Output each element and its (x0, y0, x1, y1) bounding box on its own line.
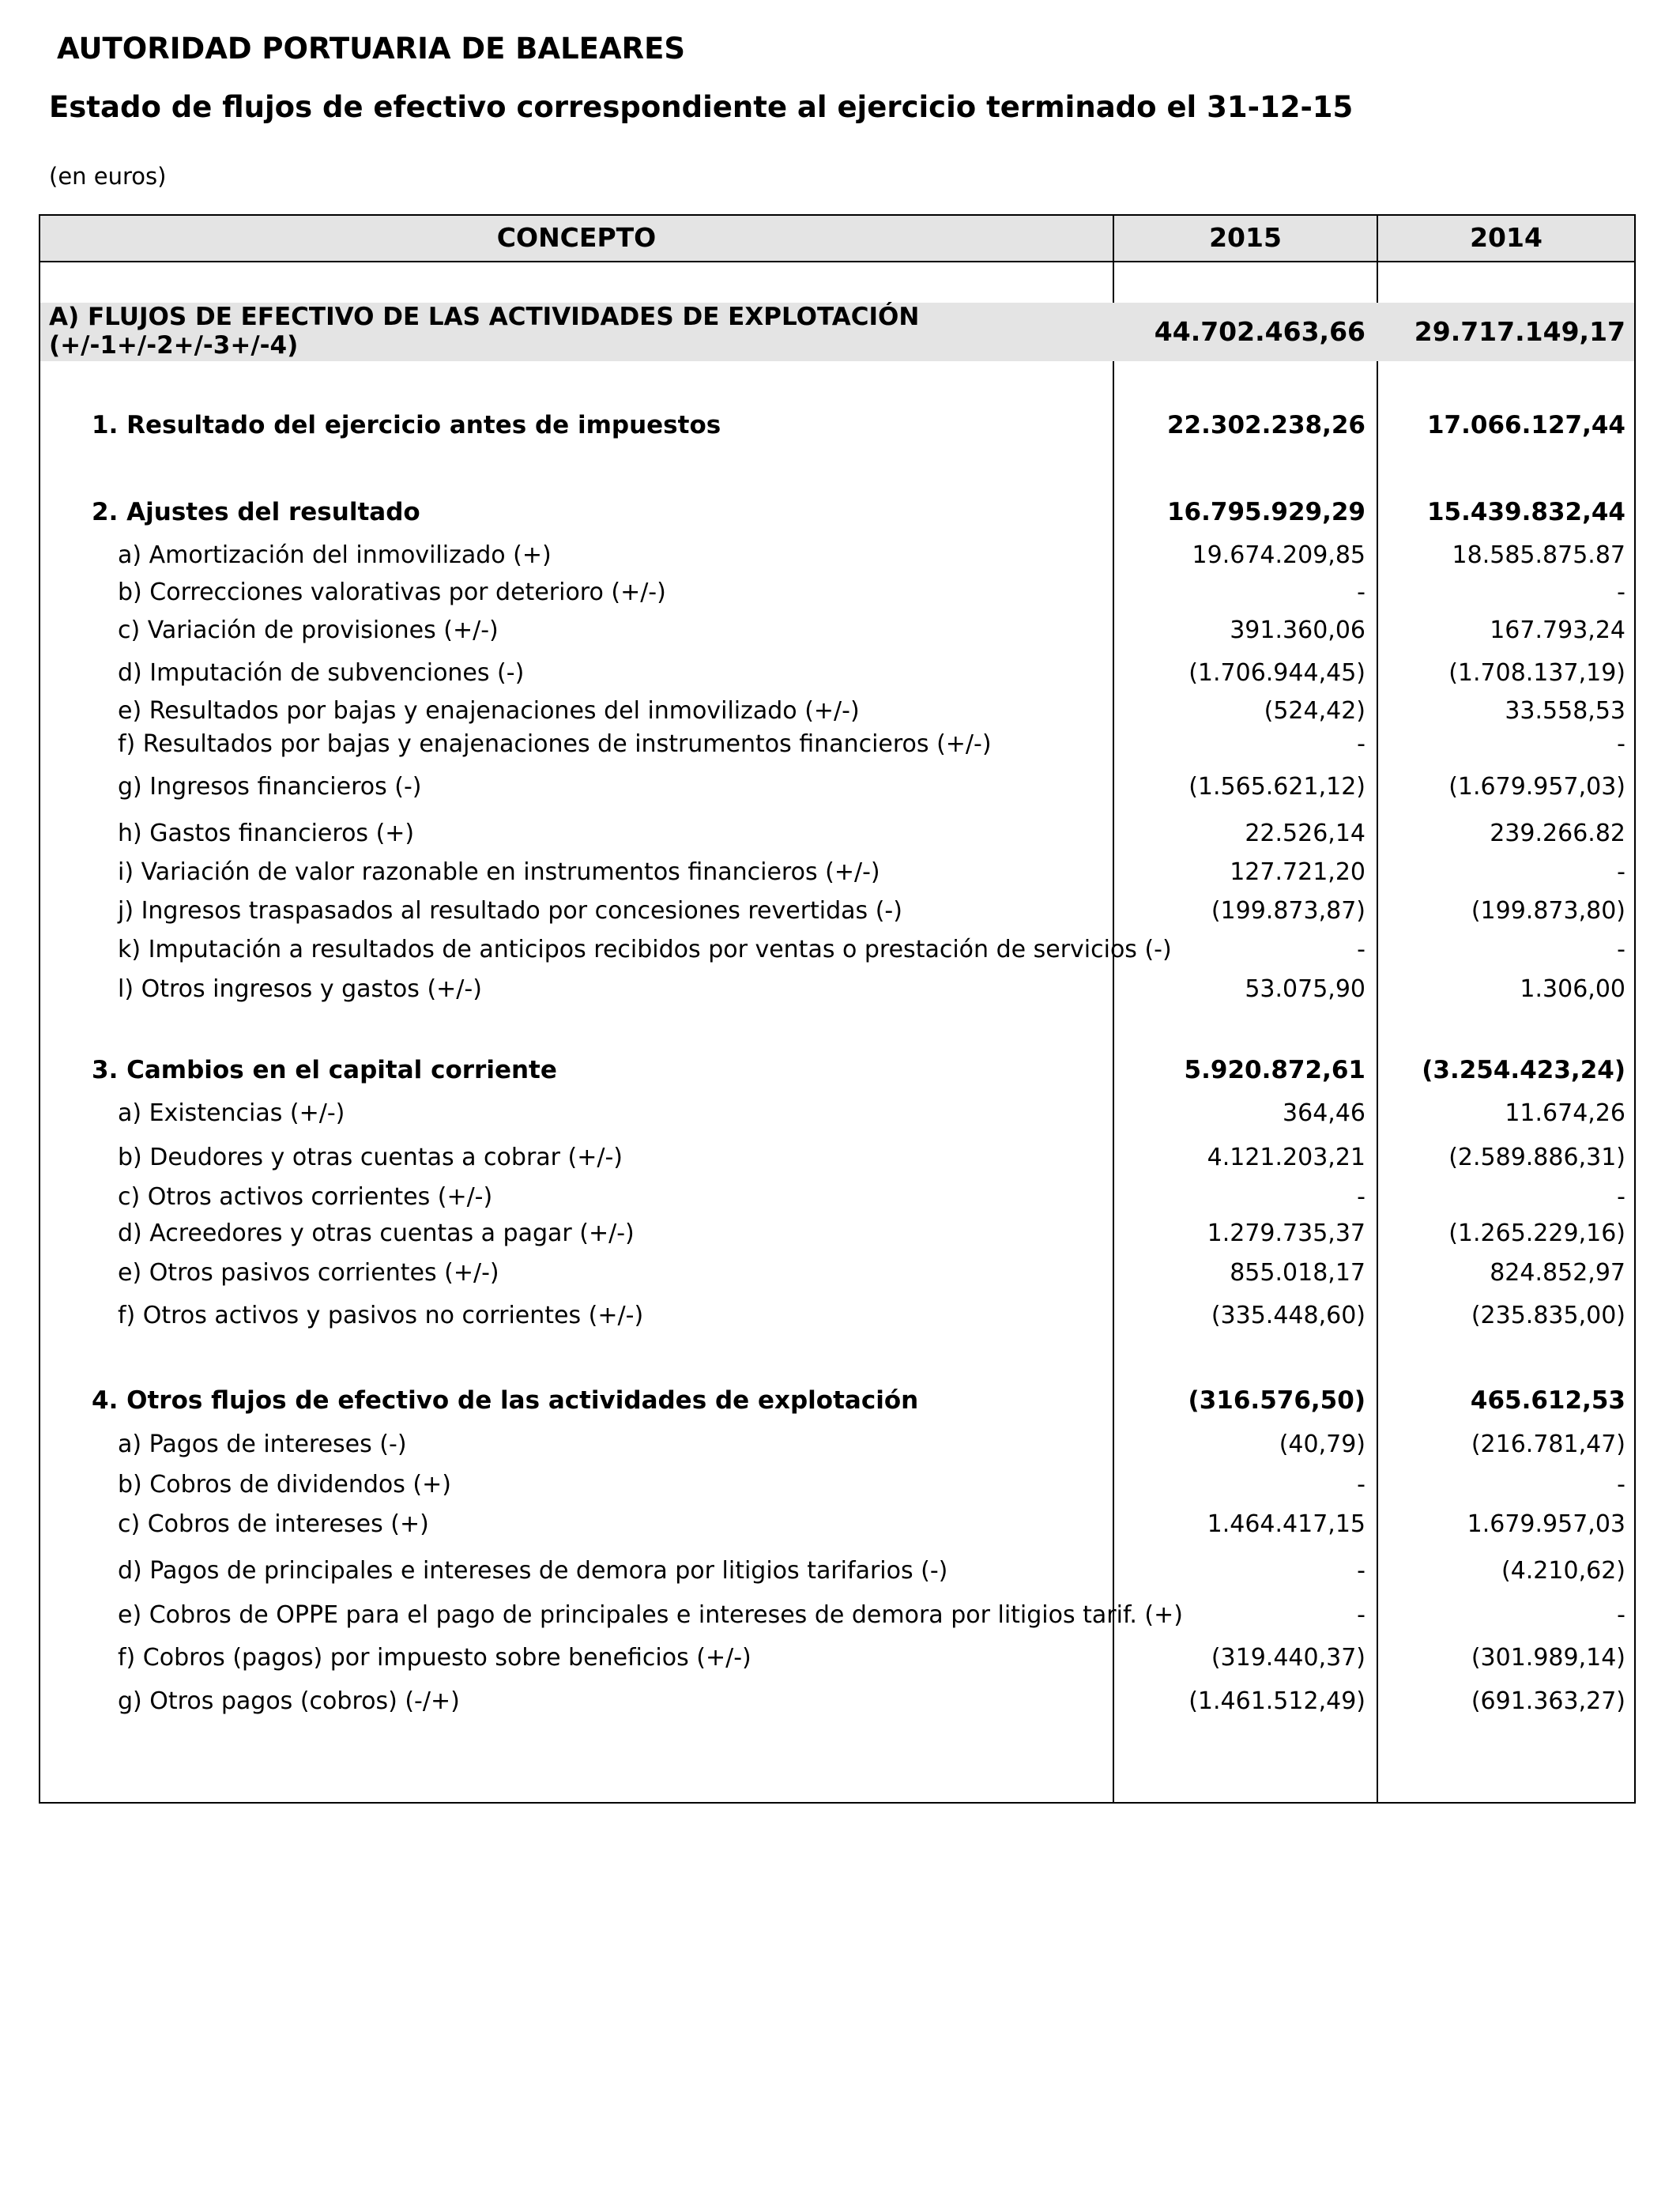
table-row (0, 1555, 1680, 1587)
row-value-2014: (216.781,47) (1471, 1431, 1625, 1458)
row-value-2014: (691.363,27) (1471, 1687, 1625, 1715)
section-a-value-2015: 44.702.463,66 (1154, 316, 1365, 347)
row-value-2014: - (1617, 730, 1625, 758)
column-header-2014: 2014 (1470, 222, 1543, 253)
row-value-2015: 22.526,14 (1245, 820, 1365, 847)
units-note: (en euros) (49, 163, 167, 190)
row-value-2014: 167.793,24 (1490, 616, 1625, 644)
row-value-2014: (235.835,00) (1471, 1302, 1625, 1329)
row-label: d) Acreedores y otras cuentas a pagar (+/-) (118, 1220, 635, 1247)
column-header-concepto: CONCEPTO (496, 222, 657, 253)
row-label: c) Variación de provisiones (+/-) (118, 616, 499, 644)
row-value-2015: 53.075,90 (1245, 975, 1365, 1003)
row-value-2015: (1.461.512,49) (1188, 1687, 1365, 1715)
row-value-2014: - (1617, 1601, 1625, 1629)
row-label: d) Imputación de subvenciones (-) (118, 659, 525, 687)
row-value-2014: (1.708.137,19) (1448, 659, 1625, 687)
table-row (0, 1257, 1680, 1289)
row-label: f) Otros activos y pasivos no corrientes (+/-) (118, 1302, 644, 1329)
row-label: d) Pagos de principales e intereses de demora por litigios tarifarios (-) (118, 1557, 948, 1585)
organization-title: AUTORIDAD PORTUARIA DE BALEARES (57, 32, 685, 66)
table-row (0, 577, 1680, 609)
row-value-2015: - (1357, 1557, 1365, 1585)
row-value-2014: (1.679.957,03) (1448, 773, 1625, 801)
row-label: a) Amortización del inmovilizado (+) (118, 541, 552, 569)
row-label: j) Ingresos traspasados al resultado por concesiones revertidas (-) (118, 897, 902, 925)
row-value-2015: (335.448,60) (1211, 1302, 1365, 1329)
table-row (0, 696, 1680, 727)
row-label: k) Imputación a resultados de anticipos recibidos por ventas o prestación de servicios (-) (118, 936, 1172, 963)
row-value-2015: (1.706.944,45) (1188, 659, 1365, 687)
row-value-2014: - (1617, 936, 1625, 963)
row-value-2014: 239.266.82 (1490, 820, 1625, 847)
row-value-2015: 855.018,17 (1230, 1259, 1365, 1287)
row-value-2014: (4.210,62) (1501, 1557, 1625, 1585)
table-row (0, 615, 1680, 647)
table-row (0, 771, 1680, 803)
table-row (0, 934, 1680, 966)
row-label: 4. Otros flujos de efectivo de las actividades de explotación (92, 1386, 919, 1415)
row-label: h) Gastos financieros (+) (118, 820, 415, 847)
row-label: e) Cobros de OPPE para el pago de principales e intereses de demora por litigios tarif. (+) (118, 1601, 1183, 1629)
row-value-2014: 33.558,53 (1505, 697, 1625, 725)
table-row (0, 1098, 1680, 1129)
section-a-label: A) FLUJOS DE EFECTIVO DE LAS ACTIVIDADES DE EXPLOTACIÓN (+/-1+/-2+/-3+/-4) (49, 303, 920, 360)
table-row (0, 1142, 1680, 1174)
row-value-2015: 16.795.929,29 (1166, 498, 1365, 526)
row-value-2015: 1.464.417,15 (1207, 1510, 1365, 1538)
table-row (0, 1469, 1680, 1501)
row-value-2015: (319.440,37) (1211, 1644, 1365, 1672)
row-label: f) Cobros (pagos) por impuesto sobre beneficios (+/-) (118, 1644, 751, 1672)
row-value-2015: - (1357, 1183, 1365, 1211)
row-value-2015: - (1357, 730, 1365, 758)
row-value-2014: 1.306,00 (1520, 975, 1625, 1003)
row-label: a) Existencias (+/-) (118, 1099, 345, 1127)
table-row (0, 409, 1680, 441)
row-value-2015: (40,79) (1279, 1431, 1365, 1458)
row-value-2014: 465.612,53 (1470, 1386, 1625, 1415)
row-label: l) Otros ingresos y gastos (+/-) (118, 975, 482, 1003)
row-value-2015: (316.576,50) (1188, 1386, 1365, 1415)
table-row (0, 1509, 1680, 1540)
row-value-2015: (199.873,87) (1211, 897, 1365, 925)
row-value-2015: 5.920.872,61 (1184, 1056, 1365, 1084)
table-row (0, 1054, 1680, 1086)
row-label: b) Deudores y otras cuentas a cobrar (+/-) (118, 1144, 623, 1171)
table-row (0, 1600, 1680, 1631)
table-row (0, 658, 1680, 689)
row-label: a) Pagos de intereses (-) (118, 1431, 407, 1458)
row-value-2015: 364,46 (1283, 1099, 1365, 1127)
row-value-2015: (524,42) (1264, 697, 1365, 725)
row-value-2014: - (1617, 1183, 1625, 1211)
row-value-2015: - (1357, 1471, 1365, 1498)
table-row (0, 974, 1680, 1005)
row-value-2014: (3.254.423,24) (1422, 1056, 1625, 1084)
row-value-2015: 127.721,20 (1230, 858, 1365, 886)
row-value-2014: (301.989,14) (1471, 1644, 1625, 1672)
row-value-2014: 18.585.875.87 (1452, 541, 1625, 569)
row-label: c) Cobros de intereses (+) (118, 1510, 429, 1538)
row-value-2015: 19.674.209,85 (1192, 541, 1365, 569)
row-value-2015: 22.302.238,26 (1166, 411, 1365, 439)
row-label: b) Correcciones valorativas por deterioro (+/-) (118, 579, 666, 606)
row-value-2015: - (1357, 936, 1365, 963)
row-value-2015: 391.360,06 (1230, 616, 1365, 644)
table-row (0, 1218, 1680, 1250)
row-value-2014: (1.265.229,16) (1448, 1220, 1625, 1247)
row-value-2015: 1.279.735,37 (1207, 1220, 1365, 1247)
row-value-2015: 4.121.203,21 (1207, 1144, 1365, 1171)
row-value-2014: - (1617, 1471, 1625, 1498)
row-value-2015: (1.565.621,12) (1188, 773, 1365, 801)
row-label: 2. Ajustes del resultado (92, 498, 420, 526)
table-row (0, 496, 1680, 528)
row-value-2014: - (1617, 858, 1625, 886)
table-row (0, 895, 1680, 927)
row-label: f) Resultados por bajas y enajenaciones de instrumentos financieros (+/-) (118, 730, 992, 758)
column-header-2015: 2015 (1209, 222, 1282, 253)
table-row (0, 1686, 1680, 1717)
table-row (0, 540, 1680, 571)
table-row (0, 729, 1680, 760)
row-value-2014: - (1617, 579, 1625, 606)
table-row (0, 1429, 1680, 1461)
table-row (0, 1182, 1680, 1213)
row-value-2015: - (1357, 579, 1365, 606)
row-value-2014: 1.679.957,03 (1467, 1510, 1625, 1538)
row-value-2014: (199.873,80) (1471, 897, 1625, 925)
row-label: g) Ingresos financieros (-) (118, 773, 422, 801)
document-title: Estado de flujos de efectivo correspondiente al ejercicio terminado el 31-12-15 (49, 90, 1354, 124)
row-label: e) Otros pasivos corrientes (+/-) (118, 1259, 499, 1287)
table-row (0, 1642, 1680, 1674)
row-value-2014: (2.589.886,31) (1448, 1144, 1625, 1171)
section-a-value-2014: 29.717.149,17 (1414, 316, 1625, 347)
table-row (0, 1385, 1680, 1416)
row-label: i) Variación de valor razonable en instrumentos financieros (+/-) (118, 858, 880, 886)
table-row (0, 1300, 1680, 1332)
row-label: g) Otros pagos (cobros) (-/+) (118, 1687, 460, 1715)
table-row (0, 818, 1680, 850)
table-row (0, 857, 1680, 888)
row-value-2014: 11.674,26 (1505, 1099, 1625, 1127)
row-label: 3. Cambios en el capital corriente (92, 1056, 557, 1084)
row-value-2014: 15.439.832,44 (1426, 498, 1625, 526)
row-value-2015: - (1357, 1601, 1365, 1629)
row-label: 1. Resultado del ejercicio antes de impuestos (92, 411, 721, 439)
row-label: e) Resultados por bajas y enajenaciones del inmovilizado (+/-) (118, 697, 860, 725)
row-label: c) Otros activos corrientes (+/-) (118, 1183, 493, 1211)
row-value-2014: 824.852,97 (1490, 1259, 1625, 1287)
row-value-2014: 17.066.127,44 (1426, 411, 1625, 439)
row-label: b) Cobros de dividendos (+) (118, 1471, 451, 1498)
